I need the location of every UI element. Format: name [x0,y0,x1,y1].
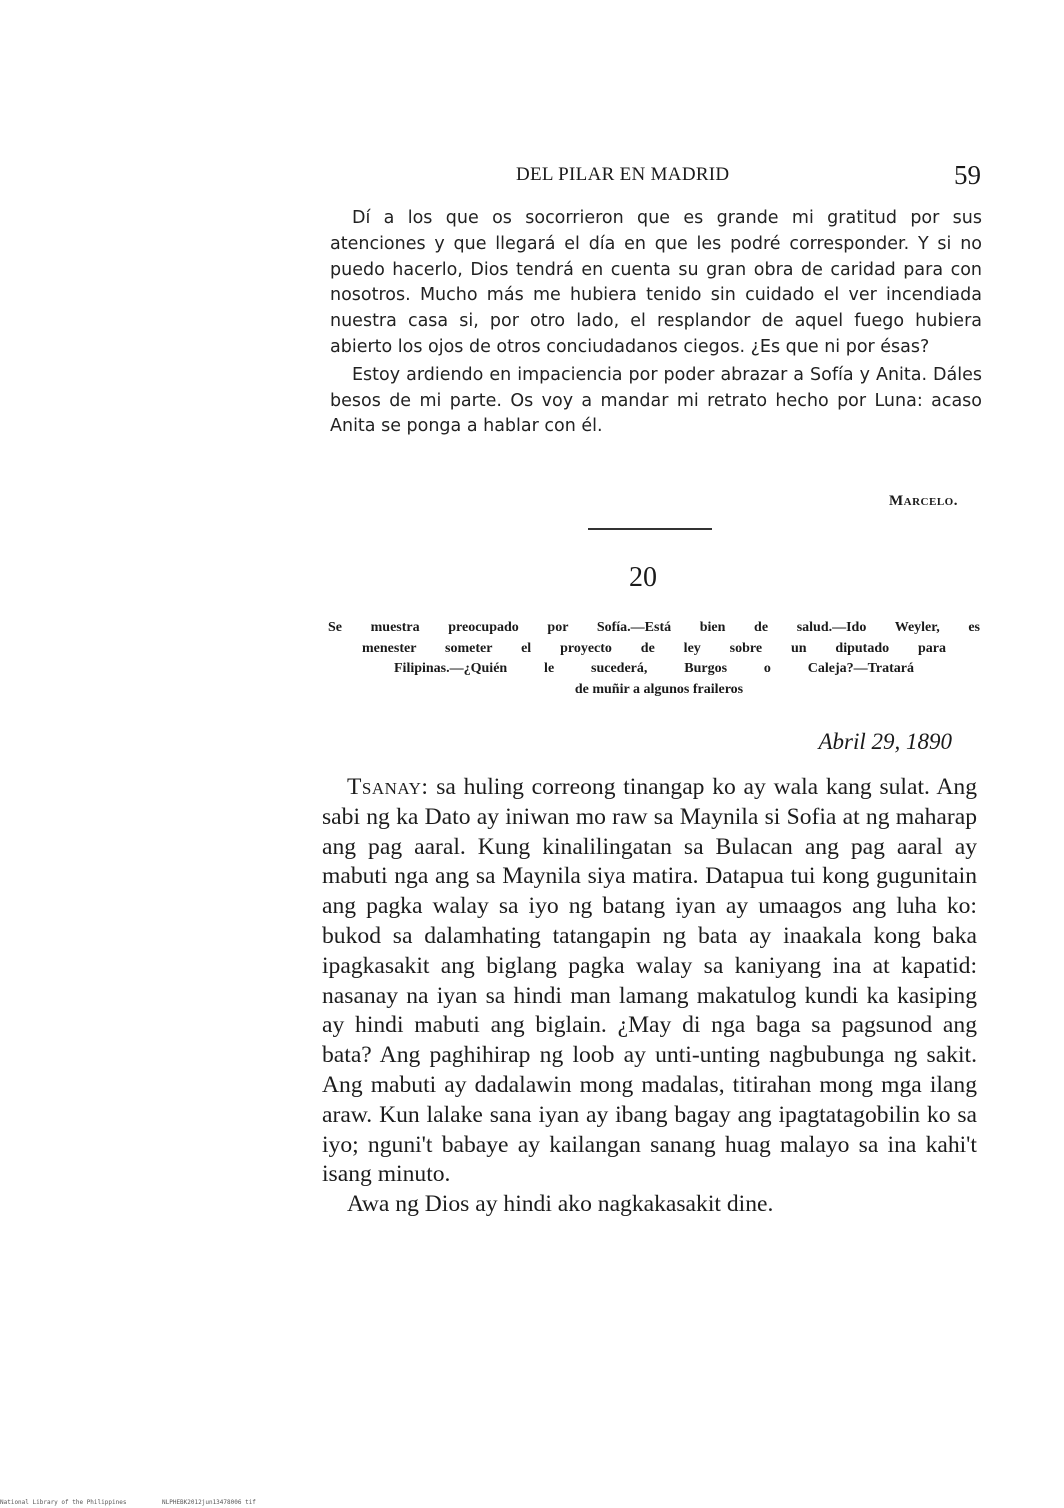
summary-line: de muñir a algunos fraileros [574,681,744,697]
scan-id-footer: NLPHEBK2012jun13478006 tif [162,1499,256,1506]
letter-salutation: Tsanay: [347,774,429,800]
letter-summary [328,618,980,700]
letter-tagalog-paragraph [322,773,977,1190]
letter-spanish-paragraph: Dí a los que os socorrieron que es grande mi gratitud por sus atenciones y que llegará el día en que les podré corresponder. Y si no puedo hacerlo, Dios tendrá en cuenta su gran obra de caridad para con nosotros. Mucho más me hubiera tenido sin cuidado el ver incendiada nuestra casa si, por otro lado, el resplandor de aquel fuego hubiera abierto los ojos de otros conciudadanos ciegos. ¿Es que ni por ésas? [330,208,982,357]
library-footer: National Library of the Philippines [0,1499,127,1506]
letter-spanish-body [330,206,982,440]
running-head [330,160,985,196]
running-title: DEL PILAR EN MADRID [516,164,730,185]
letter-number: 20 [629,562,657,593]
letter-signature: Marcelo. [889,493,958,509]
summary-line: Se muestra preocupado por Sofía.—Está bien de salud.—Ido Weyler, es [328,620,980,635]
letter-spanish-paragraph: Estoy ardiendo en impaciencia por poder abrazar a Sofía y Anita. Dáles besos de mi parte. Os voy a mandar mi retrato hecho por Luna: acaso Anita se ponga a hablar con él. [330,364,982,437]
section-divider [588,528,712,530]
summary-line: menester someter el proyecto de ley sobre un diputado para [362,640,946,656]
letter-tagalog-paragraph: Awa ng Dios ay hindi ako nagkakasakit dine. [347,1191,774,1218]
letter-tagalog-text: sa huling correong tinangap ko ay wala kang sulat. Ang sabi ng ka Dato ay iniwan mo raw sa Maynila si Sofia at ng maharap ang pag aaral. Kung kinalilingatan sa Bulacan ang pag aaral ay mabuti nga ang sa Maynila siya matira. Datapua tui kong gugunitain ang pagka walay sa iyo ng batang iyan ay umaagos ang luha ko: bukod sa dalamhating tatangapin ng bata ay inaakala kong baka ipagkasakit ang biglang pagka walay sa kaniyang ina at kapatid: nasanay na iyan sa hindi man lamang makatulog kundi ka kasiping ay hindi mabuti ang biglain. ¿May di nga baga sa pagsunod ang bata? Ang paghihirap ng loob ay unti-unting nagbubunga ng sakit. Ang mabuti ay dadalawin mong madalas, titirahan mong mga ilang araw. Kun lalake sana iyan ay ibang bagay ang ipagtatagobilin ko sa iyo; nguni't babaye ay kailangan sanang huag malayo sa ina kahi't isang minuto. [322,774,977,1188]
letter-tagalog-body [322,773,977,1220]
letter-date: Abril 29, 1890 [818,729,952,754]
summary-line: Filipinas.—¿Quién le sucederá, Burgos o Caleja?—Tratará [394,661,914,676]
page-number: 59 [954,160,981,190]
